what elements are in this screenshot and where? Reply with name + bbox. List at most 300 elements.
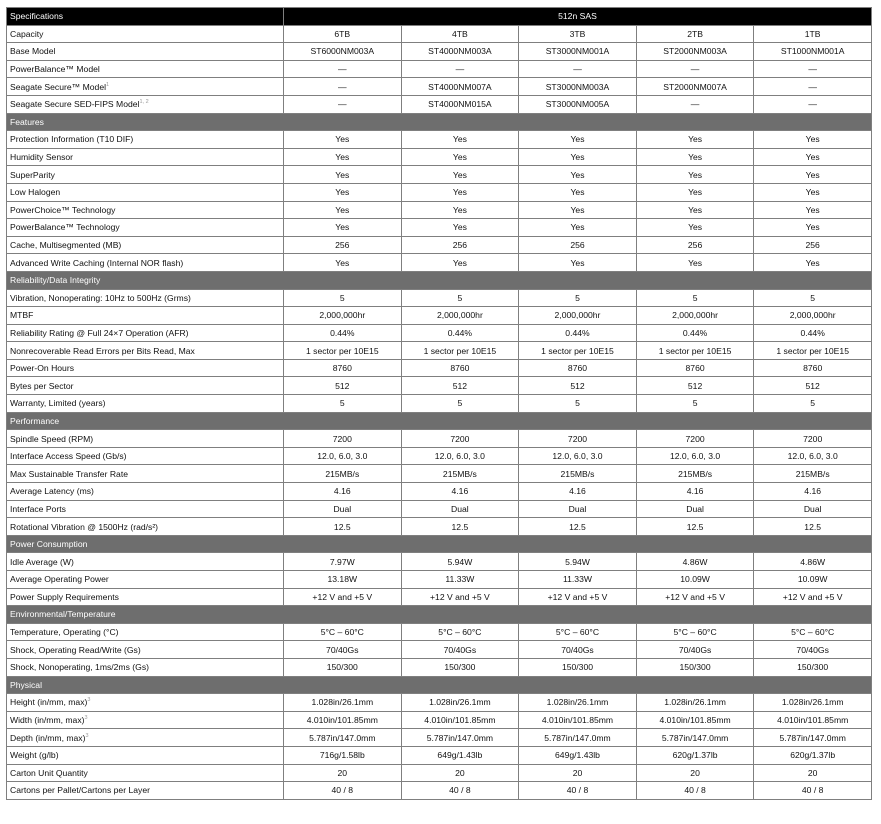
row-label-cell — [7, 377, 284, 395]
value-cell: 4TB — [401, 25, 519, 43]
value-cell: — — [636, 60, 754, 78]
row-label-cell — [7, 500, 284, 518]
value-cell: 7.97W — [284, 553, 402, 571]
row-label-cell — [7, 694, 284, 712]
row-label: Temperature, Operating (°C) — [10, 627, 119, 638]
row-label: Interface Ports — [10, 503, 66, 514]
row-label: Idle Average (W) — [10, 556, 74, 567]
table-row — [7, 764, 872, 782]
value-cell: Yes — [284, 254, 402, 272]
row-label: Nonrecoverable Read Errors per Bits Read, Max — [10, 345, 195, 356]
value-cell: Yes — [636, 254, 754, 272]
value-cell: +12 V and +5 V — [284, 588, 402, 606]
row-label: PowerBalance™ Technology — [10, 222, 120, 233]
value-cell: 256 — [401, 236, 519, 254]
table-row — [7, 359, 872, 377]
value-cell: Yes — [284, 166, 402, 184]
value-cell: Dual — [754, 500, 872, 518]
value-cell: 12.5 — [636, 518, 754, 536]
value-cell: Yes — [401, 148, 519, 166]
row-label-cell — [7, 553, 284, 571]
section-title: Performance — [7, 412, 872, 430]
value-cell: 256 — [284, 236, 402, 254]
table-row — [7, 395, 872, 413]
value-cell: 4.16 — [284, 483, 402, 501]
value-cell: 70/40Gs — [401, 641, 519, 659]
value-cell: 150/300 — [636, 658, 754, 676]
value-cell: 5 — [519, 289, 637, 307]
value-cell: Yes — [636, 131, 754, 149]
value-cell: — — [754, 60, 872, 78]
value-cell: 12.5 — [401, 518, 519, 536]
row-label-cell — [7, 78, 284, 96]
row-label: Humidity Sensor — [10, 152, 74, 163]
table-row — [7, 430, 872, 448]
row-label-cell — [7, 658, 284, 676]
value-cell: 40 / 8 — [519, 782, 637, 800]
value-cell: 5.787in/147.0mm — [519, 729, 637, 747]
value-cell: Yes — [401, 131, 519, 149]
row-label: PowerChoice™ Technology — [10, 204, 116, 215]
value-cell: 12.5 — [519, 518, 637, 536]
value-cell: 5.787in/147.0mm — [401, 729, 519, 747]
header-interface: 512n SAS — [284, 8, 872, 26]
table-row — [7, 219, 872, 237]
value-cell: 13.18W — [284, 571, 402, 589]
value-cell: 12.0, 6.0, 3.0 — [519, 447, 637, 465]
row-label-cell — [7, 588, 284, 606]
table-row — [7, 342, 872, 360]
value-cell: 5 — [401, 395, 519, 413]
value-cell: 2,000,000hr — [636, 307, 754, 325]
value-cell: 12.0, 6.0, 3.0 — [401, 447, 519, 465]
table-row — [7, 729, 872, 747]
value-cell: 5 — [401, 289, 519, 307]
table-row — [7, 553, 872, 571]
value-cell: +12 V and +5 V — [754, 588, 872, 606]
value-cell: 5.787in/147.0mm — [284, 729, 402, 747]
table-row — [7, 254, 872, 272]
section-title: Features — [7, 113, 872, 131]
value-cell: 1.028in/26.1mm — [754, 694, 872, 712]
value-cell: +12 V and +5 V — [519, 588, 637, 606]
value-cell: 0.44% — [284, 324, 402, 342]
value-cell: 215MB/s — [519, 465, 637, 483]
spec-table — [6, 7, 872, 800]
value-cell: Yes — [284, 148, 402, 166]
value-cell: 12.5 — [284, 518, 402, 536]
section-header-row — [7, 412, 872, 430]
value-cell: 4.16 — [519, 483, 637, 501]
value-cell: Yes — [519, 166, 637, 184]
value-cell: ST3000NM005A — [519, 95, 637, 113]
value-cell: 1 sector per 10E15 — [636, 342, 754, 360]
footnote-marker: 1 — [106, 81, 110, 88]
value-cell: 40 / 8 — [401, 782, 519, 800]
value-cell: 716g/1.58lb — [284, 746, 402, 764]
table-row — [7, 694, 872, 712]
value-cell: 5 — [636, 289, 754, 307]
table-row — [7, 500, 872, 518]
header-label: Specifications — [7, 8, 284, 26]
value-cell: 0.44% — [754, 324, 872, 342]
value-cell: Yes — [636, 183, 754, 201]
value-cell: Yes — [519, 254, 637, 272]
row-label-cell — [7, 641, 284, 659]
value-cell: 1 sector per 10E15 — [754, 342, 872, 360]
row-label: Depth (in/mm, max) — [10, 732, 86, 743]
value-cell: Dual — [636, 500, 754, 518]
row-label-cell — [7, 623, 284, 641]
table-row — [7, 60, 872, 78]
footnote-marker: 3 — [85, 732, 89, 739]
table-row — [7, 201, 872, 219]
value-cell: 150/300 — [284, 658, 402, 676]
value-cell: 215MB/s — [401, 465, 519, 483]
table-row — [7, 711, 872, 729]
row-label-cell — [7, 289, 284, 307]
value-cell: 40 / 8 — [636, 782, 754, 800]
row-label-cell — [7, 219, 284, 237]
table-row — [7, 307, 872, 325]
value-cell: 0.44% — [636, 324, 754, 342]
section-header-row — [7, 535, 872, 553]
table-row — [7, 148, 872, 166]
value-cell: 1 sector per 10E15 — [401, 342, 519, 360]
value-cell: 649g/1.43lb — [519, 746, 637, 764]
value-cell: 12.0, 6.0, 3.0 — [636, 447, 754, 465]
section-header-row — [7, 676, 872, 694]
value-cell: Dual — [284, 500, 402, 518]
value-cell: 4.86W — [636, 553, 754, 571]
row-label-cell — [7, 236, 284, 254]
row-label-cell — [7, 60, 284, 78]
value-cell: Yes — [401, 201, 519, 219]
value-cell: 649g/1.43lb — [401, 746, 519, 764]
row-label-cell — [7, 25, 284, 43]
value-cell: 5 — [754, 289, 872, 307]
value-cell: 5°C – 60°C — [754, 623, 872, 641]
row-label: Seagate Secure™ Model — [10, 81, 107, 92]
value-cell: — — [519, 60, 637, 78]
value-cell: 256 — [519, 236, 637, 254]
value-cell: — — [754, 78, 872, 96]
value-cell: +12 V and +5 V — [401, 588, 519, 606]
value-cell: 150/300 — [754, 658, 872, 676]
value-cell: 4.010in/101.85mm — [284, 711, 402, 729]
value-cell: 5°C – 60°C — [284, 623, 402, 641]
value-cell: ST4000NM015A — [401, 95, 519, 113]
value-cell: 2,000,000hr — [519, 307, 637, 325]
row-label: MTBF — [10, 310, 34, 321]
row-label-cell — [7, 324, 284, 342]
table-row — [7, 25, 872, 43]
value-cell: 4.86W — [754, 553, 872, 571]
value-cell: Yes — [401, 183, 519, 201]
value-cell: 215MB/s — [284, 465, 402, 483]
value-cell: 5.94W — [519, 553, 637, 571]
value-cell: ST3000NM003A — [519, 78, 637, 96]
value-cell: ST4000NM003A — [401, 43, 519, 61]
value-cell: ST2000NM003A — [636, 43, 754, 61]
row-label: Width (in/mm, max) — [10, 715, 85, 726]
row-label-cell — [7, 447, 284, 465]
value-cell: 20 — [519, 764, 637, 782]
table-row — [7, 782, 872, 800]
value-cell: 8760 — [519, 359, 637, 377]
value-cell: 1TB — [754, 25, 872, 43]
value-cell: 256 — [636, 236, 754, 254]
value-cell: Yes — [519, 131, 637, 149]
value-cell: — — [284, 95, 402, 113]
value-cell: 4.16 — [401, 483, 519, 501]
section-title: Power Consumption — [7, 535, 872, 553]
value-cell: 70/40Gs — [284, 641, 402, 659]
row-label: Capacity — [10, 28, 44, 39]
value-cell: 7200 — [754, 430, 872, 448]
value-cell: Yes — [636, 148, 754, 166]
value-cell: 10.09W — [754, 571, 872, 589]
value-cell: Yes — [636, 166, 754, 184]
section-header-row — [7, 271, 872, 289]
value-cell: Yes — [284, 201, 402, 219]
value-cell: 1.028in/26.1mm — [636, 694, 754, 712]
value-cell: 256 — [754, 236, 872, 254]
value-cell: Yes — [754, 131, 872, 149]
value-cell: 11.33W — [401, 571, 519, 589]
row-label: Shock, Nonoperating, 1ms/2ms (Gs) — [10, 662, 149, 673]
table-row — [7, 78, 872, 96]
table-row — [7, 571, 872, 589]
value-cell: Dual — [519, 500, 637, 518]
row-label: Average Operating Power — [10, 574, 109, 585]
value-cell: 5°C – 60°C — [636, 623, 754, 641]
row-label: Spindle Speed (RPM) — [10, 433, 94, 444]
footnote-marker: 3 — [87, 697, 91, 704]
value-cell: 5°C – 60°C — [519, 623, 637, 641]
row-label: Base Model — [10, 46, 56, 57]
value-cell: 5 — [754, 395, 872, 413]
value-cell: 7200 — [519, 430, 637, 448]
value-cell: Yes — [519, 183, 637, 201]
value-cell: 20 — [636, 764, 754, 782]
table-row — [7, 166, 872, 184]
value-cell: 70/40Gs — [636, 641, 754, 659]
value-cell: 8760 — [636, 359, 754, 377]
value-cell: 6TB — [284, 25, 402, 43]
row-label: Power Supply Requirements — [10, 591, 119, 602]
row-label: Cartons per Pallet/Cartons per Layer — [10, 785, 150, 796]
row-label-cell — [7, 307, 284, 325]
value-cell: — — [284, 60, 402, 78]
value-cell: Yes — [519, 219, 637, 237]
value-cell: Yes — [519, 148, 637, 166]
value-cell: 1.028in/26.1mm — [519, 694, 637, 712]
value-cell: 12.0, 6.0, 3.0 — [754, 447, 872, 465]
value-cell: 150/300 — [519, 658, 637, 676]
row-label: Cache, Multisegmented (MB) — [10, 240, 122, 251]
value-cell: 215MB/s — [636, 465, 754, 483]
value-cell: — — [636, 95, 754, 113]
value-cell: 2,000,000hr — [401, 307, 519, 325]
value-cell: 20 — [401, 764, 519, 782]
row-label-cell — [7, 95, 284, 113]
table-row — [7, 658, 872, 676]
row-label-cell — [7, 43, 284, 61]
row-label-cell — [7, 430, 284, 448]
value-cell: 620g/1.37lb — [636, 746, 754, 764]
value-cell: 4.010in/101.85mm — [636, 711, 754, 729]
row-label: Rotational Vibration @ 1500Hz (rad/s²) — [10, 521, 159, 532]
row-label-cell — [7, 148, 284, 166]
value-cell: ST3000NM001A — [519, 43, 637, 61]
table-row — [7, 324, 872, 342]
row-label: Average Latency (ms) — [10, 486, 94, 497]
value-cell: 215MB/s — [754, 465, 872, 483]
value-cell: 1.028in/26.1mm — [284, 694, 402, 712]
table-row — [7, 131, 872, 149]
value-cell: Yes — [754, 219, 872, 237]
value-cell: 2,000,000hr — [284, 307, 402, 325]
table-row — [7, 588, 872, 606]
row-label-cell — [7, 201, 284, 219]
value-cell: 4.16 — [636, 483, 754, 501]
value-cell: ST2000NM007A — [636, 78, 754, 96]
row-label-cell — [7, 518, 284, 536]
value-cell: — — [754, 95, 872, 113]
section-header-row — [7, 606, 872, 624]
value-cell: 70/40Gs — [754, 641, 872, 659]
value-cell: 8760 — [401, 359, 519, 377]
section-title: Physical — [7, 676, 872, 694]
row-label-cell — [7, 131, 284, 149]
value-cell: Yes — [519, 201, 637, 219]
value-cell: 40 / 8 — [754, 782, 872, 800]
value-cell: ST1000NM001A — [754, 43, 872, 61]
value-cell: 8760 — [754, 359, 872, 377]
value-cell: 0.44% — [519, 324, 637, 342]
value-cell: Yes — [636, 201, 754, 219]
row-label: Warranty, Limited (years) — [10, 398, 106, 409]
row-label: Shock, Operating Read/Write (Gs) — [10, 644, 141, 655]
table-row — [7, 236, 872, 254]
table-row — [7, 746, 872, 764]
value-cell: ST6000NM003A — [284, 43, 402, 61]
value-cell: 20 — [284, 764, 402, 782]
value-cell: 512 — [519, 377, 637, 395]
value-cell: 512 — [636, 377, 754, 395]
value-cell: 3TB — [519, 25, 637, 43]
row-label-cell — [7, 254, 284, 272]
table-row — [7, 43, 872, 61]
table-row — [7, 447, 872, 465]
value-cell: 2TB — [636, 25, 754, 43]
value-cell: Yes — [636, 219, 754, 237]
row-label: Reliability Rating @ Full 24×7 Operation (AFR) — [10, 327, 189, 338]
value-cell: 4.16 — [754, 483, 872, 501]
value-cell: 5.94W — [401, 553, 519, 571]
section-title: Environmental/Temperature — [7, 606, 872, 624]
row-label-cell — [7, 166, 284, 184]
row-label: Bytes per Sector — [10, 380, 74, 391]
value-cell: 1.028in/26.1mm — [401, 694, 519, 712]
section-title: Reliability/Data Integrity — [7, 271, 872, 289]
value-cell: +12 V and +5 V — [636, 588, 754, 606]
value-cell: ST4000NM007A — [401, 78, 519, 96]
table-row — [7, 377, 872, 395]
row-label-cell — [7, 729, 284, 747]
value-cell: 5 — [519, 395, 637, 413]
value-cell: 8760 — [284, 359, 402, 377]
row-label-cell — [7, 483, 284, 501]
value-cell: 4.010in/101.85mm — [519, 711, 637, 729]
value-cell: Yes — [754, 148, 872, 166]
table-row — [7, 623, 872, 641]
value-cell: 20 — [754, 764, 872, 782]
value-cell: Yes — [401, 166, 519, 184]
section-header-row — [7, 113, 872, 131]
value-cell: Yes — [401, 219, 519, 237]
value-cell: Yes — [754, 254, 872, 272]
value-cell: 5 — [284, 395, 402, 413]
value-cell: Yes — [754, 166, 872, 184]
row-label-cell — [7, 359, 284, 377]
value-cell: 5 — [284, 289, 402, 307]
row-label-cell — [7, 746, 284, 764]
value-cell: 1 sector per 10E15 — [284, 342, 402, 360]
row-label-cell — [7, 782, 284, 800]
table-row — [7, 641, 872, 659]
value-cell: 2,000,000hr — [754, 307, 872, 325]
row-label: Vibration, Nonoperating: 10Hz to 500Hz (Grms) — [10, 292, 191, 303]
value-cell: Yes — [754, 201, 872, 219]
row-label-cell — [7, 183, 284, 201]
value-cell: — — [401, 60, 519, 78]
value-cell: 10.09W — [636, 571, 754, 589]
row-label: Low Halogen — [10, 187, 61, 198]
value-cell: Yes — [284, 183, 402, 201]
row-label: Seagate Secure SED-FIPS Model — [10, 99, 140, 110]
value-cell: 5°C – 60°C — [401, 623, 519, 641]
table-row — [7, 289, 872, 307]
value-cell: 4.010in/101.85mm — [401, 711, 519, 729]
row-label-cell — [7, 465, 284, 483]
row-label: Weight (g/lb) — [10, 750, 59, 761]
value-cell: — — [284, 78, 402, 96]
row-label: Protection Information (T10 DIF) — [10, 134, 134, 145]
value-cell: 7200 — [401, 430, 519, 448]
value-cell: 5 — [636, 395, 754, 413]
row-label: Max Sustainable Transfer Rate — [10, 468, 128, 479]
row-label: Carton Unit Quantity — [10, 767, 88, 778]
row-label: Height (in/mm, max) — [10, 697, 88, 708]
value-cell: Dual — [401, 500, 519, 518]
value-cell: 512 — [284, 377, 402, 395]
row-label-cell — [7, 764, 284, 782]
row-label-cell — [7, 342, 284, 360]
table-row — [7, 95, 872, 113]
value-cell: 40 / 8 — [284, 782, 402, 800]
table-row — [7, 483, 872, 501]
value-cell: 7200 — [636, 430, 754, 448]
row-label: Advanced Write Caching (Internal NOR flash) — [10, 257, 184, 268]
row-label-cell — [7, 711, 284, 729]
table-row — [7, 518, 872, 536]
value-cell: Yes — [284, 219, 402, 237]
value-cell: 7200 — [284, 430, 402, 448]
value-cell: 0.44% — [401, 324, 519, 342]
value-cell: 5.787in/147.0mm — [754, 729, 872, 747]
